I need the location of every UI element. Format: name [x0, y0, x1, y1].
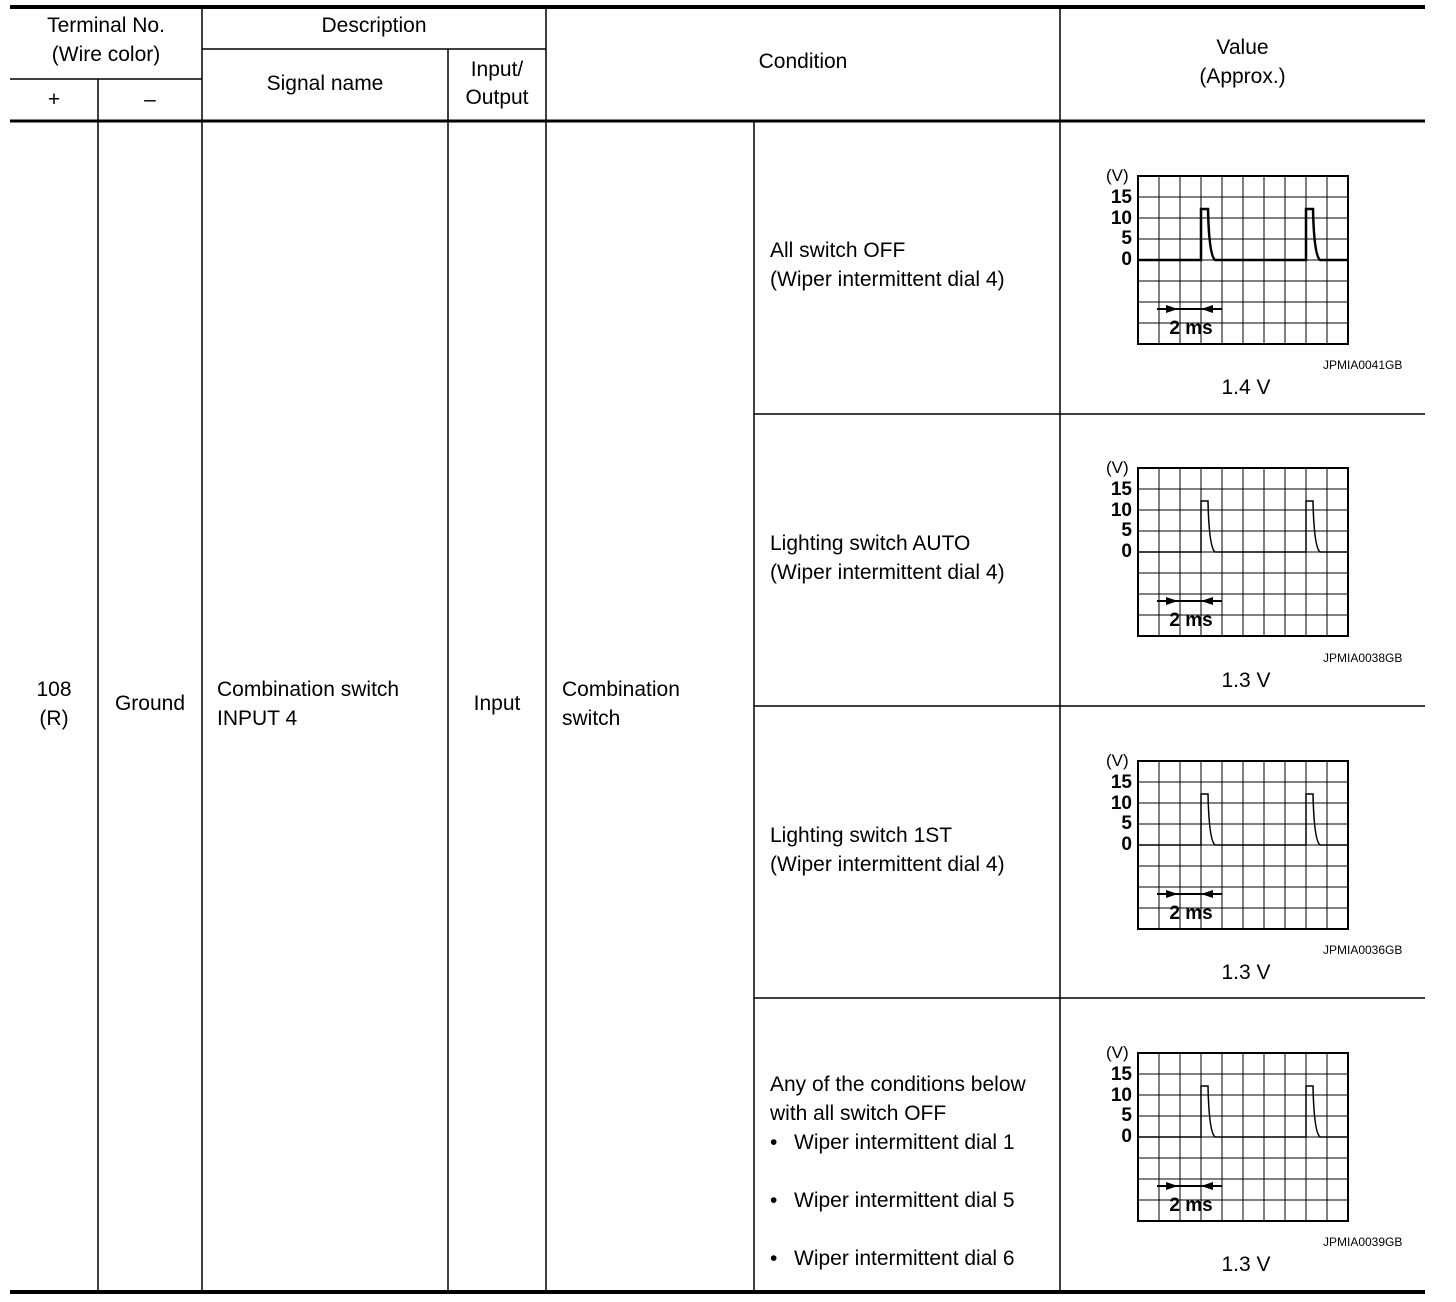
condition-4-bullet-3: • Wiper intermittent dial 6 — [770, 1244, 1456, 1273]
scope-tick-label: 15 — [1110, 479, 1132, 500]
figure-code-1: JPMIA0041GB — [1323, 358, 1403, 372]
oscilloscope-figure-1 — [1106, 166, 1348, 344]
scope-tick-label: 5 — [1121, 1105, 1132, 1126]
scope-tick-label: 15 — [1110, 772, 1132, 793]
scope-tick-label: 0 — [1121, 834, 1132, 855]
header-description: Description — [321, 14, 427, 37]
scope-tick-label: 0 — [1121, 1126, 1132, 1147]
oscilloscope-figure-3 — [1106, 751, 1348, 929]
figure-code-4: JPMIA0039GB — [1323, 1235, 1403, 1249]
signal-name-line2: INPUT 4 — [217, 707, 298, 730]
value-1: 1.4 V — [1221, 376, 1271, 399]
time-marker-arrow — [1166, 597, 1178, 605]
scope-tick-label: 5 — [1121, 520, 1132, 541]
time-marker-arrow — [1201, 305, 1213, 313]
time-scale-label: 2 ms — [1169, 903, 1213, 924]
scope-tick-label: 10 — [1110, 1085, 1132, 1106]
time-scale-label: 2 ms — [1169, 1195, 1213, 1216]
value-4: 1.3 V — [1221, 1253, 1271, 1276]
scope-tick-label: 15 — [1110, 1064, 1132, 1085]
scope-unit: (V) — [1106, 458, 1129, 477]
value-3: 1.3 V — [1221, 961, 1271, 984]
figure-code-3: JPMIA0036GB — [1323, 943, 1403, 957]
scope-tick-label: 10 — [1110, 793, 1132, 814]
terminal-wire-color: (R) — [39, 707, 69, 730]
condition-4-line2: with all switch OFF — [770, 1102, 947, 1125]
time-scale-label: 2 ms — [1169, 318, 1213, 339]
header-input: Input/ — [470, 58, 524, 81]
oscilloscope-figure-2 — [1106, 458, 1348, 636]
time-marker-arrow — [1166, 305, 1178, 313]
terminal-plus: 108 — [36, 678, 72, 701]
condition-4-bullet-2: • Wiper intermittent dial 5 — [770, 1186, 1456, 1215]
condition-3-line1: Lighting switch 1ST — [770, 824, 953, 847]
time-marker-arrow — [1201, 890, 1213, 898]
header-plus: + — [47, 88, 61, 111]
time-marker-arrow — [1201, 597, 1213, 605]
scope-unit: (V) — [1106, 751, 1129, 770]
terminal-minus: Ground — [114, 692, 186, 715]
time-marker-arrow — [1166, 890, 1178, 898]
condition-3-line2: (Wiper intermittent dial 4) — [770, 853, 1005, 876]
header-signal-name: Signal name — [266, 72, 384, 95]
condition-2-line2: (Wiper intermittent dial 4) — [770, 561, 1005, 584]
header-minus: – — [144, 88, 156, 111]
scope-unit: (V) — [1106, 1043, 1129, 1062]
scope-tick-label: 10 — [1110, 500, 1132, 521]
scope-tick-label: 10 — [1110, 208, 1132, 229]
scope-tick-label: 5 — [1121, 813, 1132, 834]
header-terminal-no: Terminal No. — [47, 14, 165, 37]
figure-code-2: JPMIA0038GB — [1323, 651, 1403, 665]
scope-tick-label: 15 — [1110, 187, 1132, 208]
header-wire-color: (Wire color) — [51, 43, 161, 66]
scope-tick-label: 0 — [1121, 541, 1132, 562]
signal-name-line1: Combination switch — [217, 678, 400, 701]
time-scale-label: 2 ms — [1169, 610, 1213, 631]
condition-4-bullet-1: • Wiper intermittent dial 1 — [770, 1128, 1456, 1157]
condition-1-line2: (Wiper intermittent dial 4) — [770, 268, 1005, 291]
condition-2-line1: Lighting switch AUTO — [770, 532, 971, 555]
header-condition: Condition — [758, 50, 848, 73]
condition-main-line1: Combination — [562, 678, 680, 701]
condition-4-line1: Any of the conditions below — [770, 1073, 1026, 1096]
value-2: 1.3 V — [1221, 669, 1271, 692]
header-value: Value — [1216, 36, 1269, 59]
header-output: Output — [465, 86, 529, 109]
scope-unit: (V) — [1106, 166, 1129, 185]
condition-main-line2: switch — [562, 707, 621, 730]
scope-tick-label: 5 — [1121, 228, 1132, 249]
header-approx: (Approx.) — [1199, 65, 1286, 88]
condition-1-line1: All switch OFF — [770, 239, 906, 262]
io-direction: Input — [473, 692, 521, 715]
scope-tick-label: 0 — [1121, 249, 1132, 270]
